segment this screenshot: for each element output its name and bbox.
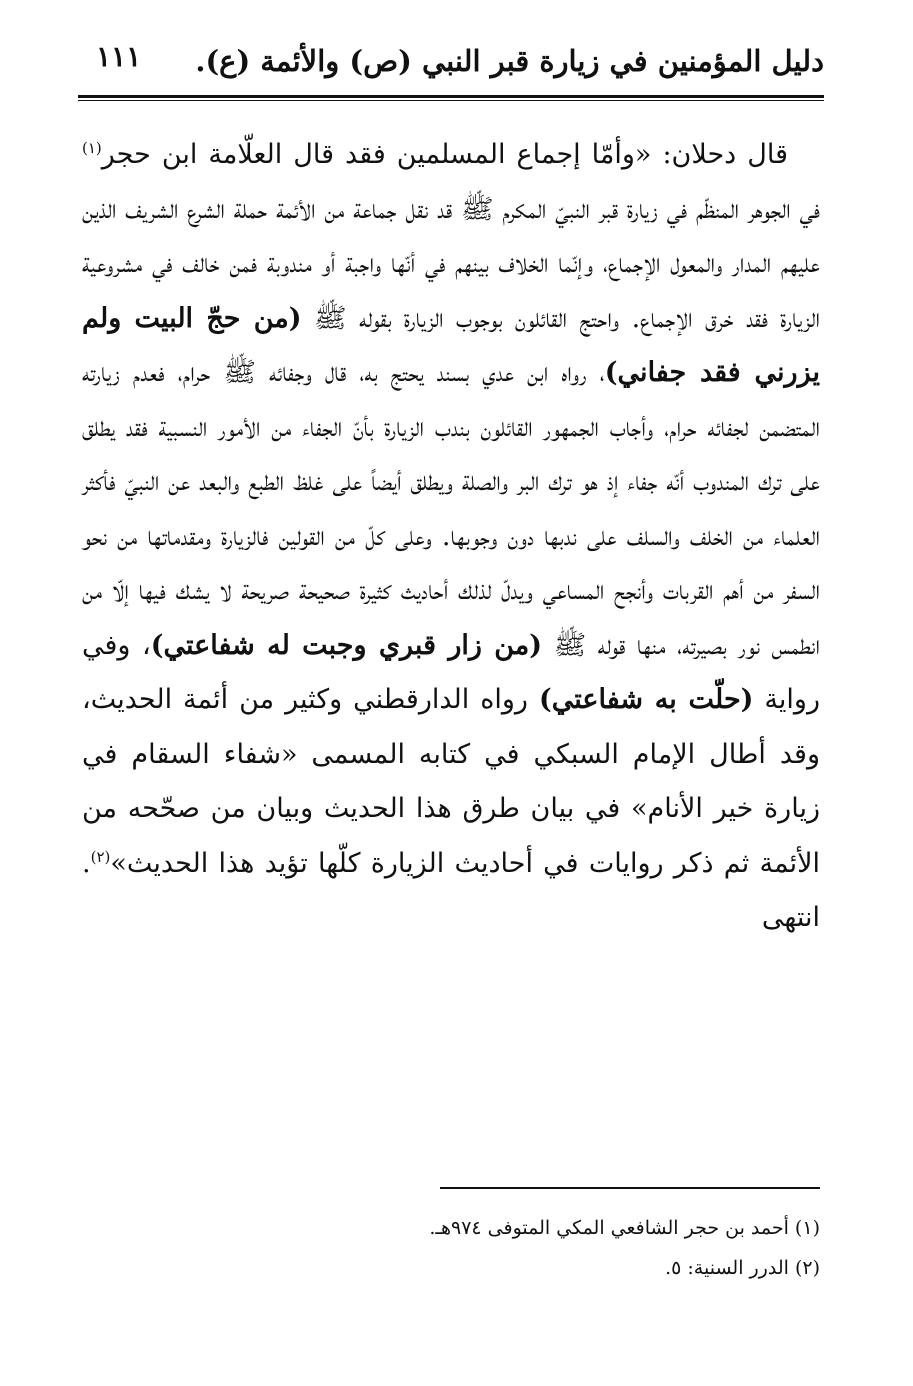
footnote-1: (١) أحمد بن حجر الشافعي المكي المتوفى ٩٧٤هـ. (429, 1217, 820, 1239)
footnote-separator (440, 1187, 820, 1189)
text-segment: قال دحلان: «وأمّا إجماع المسلمين فقد قال العلّامة ابن حجر (101, 139, 788, 170)
hadith-quote: (من زار قبري وجبت له شفاعتي) (150, 629, 543, 661)
hadith-quote: (من حجّ البيت ولم يزرني فقد جفاني) (82, 302, 820, 388)
main-text (82, 128, 820, 946)
hadith-quote: (حلّت به شفاعتي) (538, 684, 754, 715)
body-paragraph (82, 128, 820, 946)
text-segment: في الجوهر المنظّم في زيارة قبر النبيّ المكرم ﷺ قد نقل جماعة من الأئمة حملة الشرع الشريف الذين عليهم المدار والمعول الإجماع، وإنّما الخلاف بينهم في أنّها واجبة أو مندوبة فمن خالف في مشروعية الزيارة فقد خرق الإجماع. واحتج القائلون بوجوب الزيارة بقوله ﷺ (82, 193, 820, 334)
text-segment: . انتهى (82, 847, 820, 933)
header-rule-thin (78, 100, 824, 101)
text-segment: رواه الدارقطني وكثير من أئمة الحديث، وقد أطال الإمام السبكي في كتابه المسمى «شفاء السقام في زيارة خير الأنام» في بيان طرق هذا الحديث وبيان من صحّحه من الأئمة ثم ذكر روايات في أحاديث الزيارة كلّها تؤيد هذا الحديث» (82, 684, 820, 879)
text-segment: ، رواه ابن عدي بسند يحتج به، قال وجفائه ﷺ حرام، فعدم زيارته المتضمن لجفائه حرام، وأجاب الجمهور القائلون بندب الزيارة بأنّ الجفاء من الأمور النسبية فقد يطلق على ترك المندوب أنّه جفاء إذ هو ترك البر والصلة ويطلق أيضاً على غلظ الطبع والبعد عن النبيّ فأكثر العلماء من الخلف والسلف على ندبها دون وجوبها. وعلى كلّ من القولين فالزيارة ومقدماتها من نحو السفر من أهم القربات وأنجح المساعي ويدلّ لذلك أحاديث كثيرة صحيحة صريحة لا يشك فيها إلّا من انطمس نور بصيرته، منها قوله ﷺ (82, 357, 820, 661)
text-segment: ، وفي رواية (82, 629, 820, 715)
running-title: دليل المؤمنين في زيارة قبر النبي (ص) والأئمة (ع). (195, 44, 824, 78)
header-rule-thick (78, 95, 824, 98)
footnotes (82, 1208, 820, 1288)
footnote-ref-1: (١) (82, 139, 102, 157)
page-number: ١١١ (96, 40, 142, 73)
footnote-ref-2: (٢) (90, 847, 111, 866)
page-header (78, 38, 824, 92)
footnote-2: (٢) الدرر السنية: ٥. (665, 1257, 820, 1279)
